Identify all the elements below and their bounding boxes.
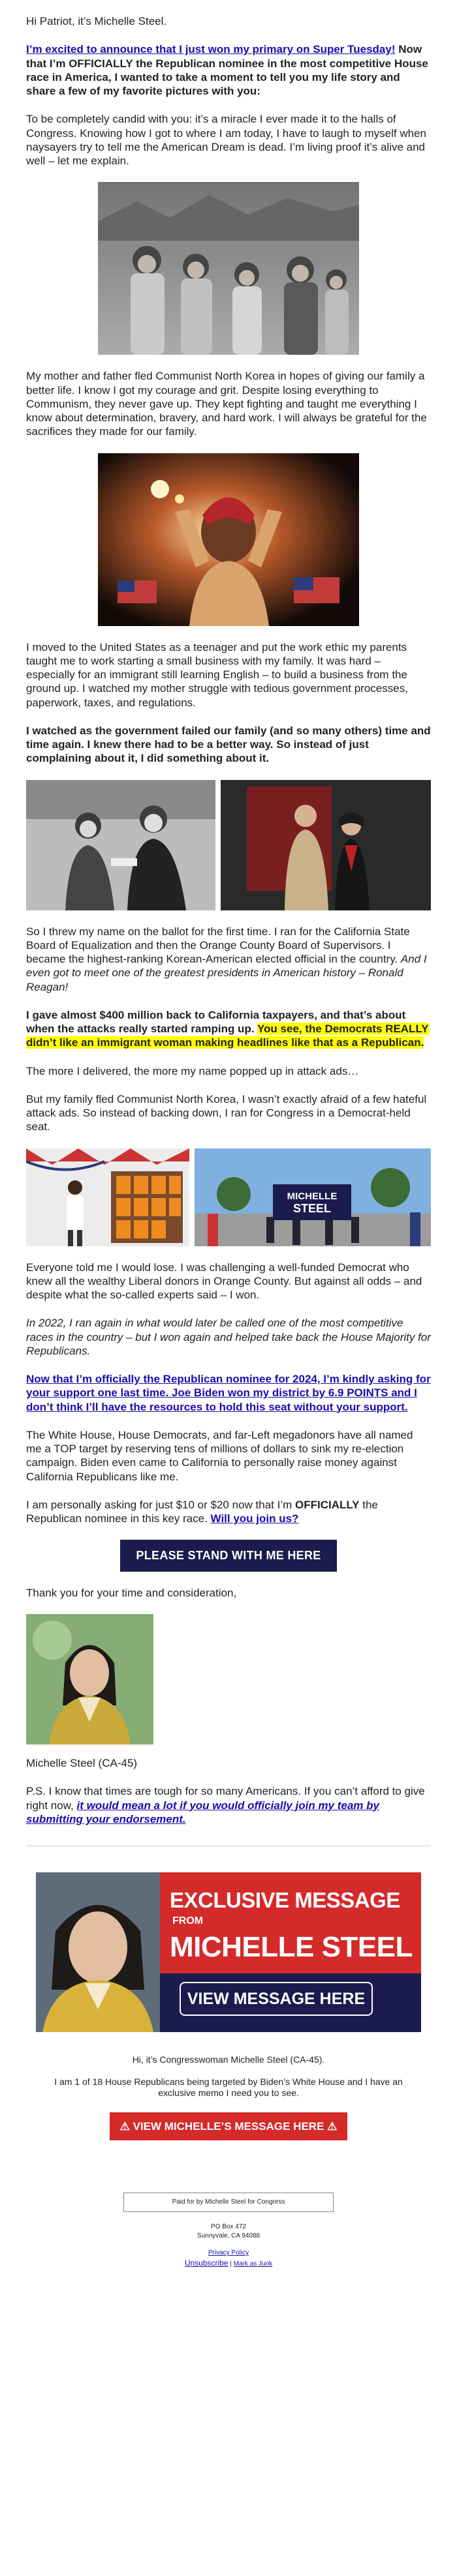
- footer-separator: |: [228, 2260, 234, 2268]
- not-afraid-paragraph: But my family fled Communist North Korea, I wasn’t exactly afraid of a few hateful attack ads. So instead of backing down, I ran for Congress in a Democrat-held seat.: [26, 1092, 427, 1133]
- 2022-text: In 2022, I ran again in what would later be called one of the most competitive races in the country – but I won again and helped take back the House Majority for Republicans.: [26, 1317, 431, 1357]
- ps-text: P.S. I know that times are tough for so many Americans. If you can’t afford to give right now,: [26, 1785, 425, 1812]
- footer-message: [26, 2054, 431, 2140]
- sign-text-1: MICHELLE: [287, 1190, 338, 1202]
- footer-intro: Hi, it’s Congresswoman Michelle Steel (CA-45).: [132, 2054, 325, 2065]
- banner-line-1: EXCLUSIVE MESSAGE: [170, 1888, 400, 1912]
- nominee-paragraph: [26, 1372, 431, 1414]
- address-line-1: PO Box 472: [211, 2223, 246, 2231]
- parade-photo: [195, 1148, 431, 1246]
- reagan-photo: [26, 780, 215, 910]
- photo-pair-1: [26, 780, 431, 910]
- michelle-headshot: [26, 1614, 153, 1745]
- childhood-family-photo: [98, 182, 359, 355]
- lead-bold-text: Now that I’m OFFICIALLY the Republican nominee in the most competitive House race in America, I wanted to take a moment to tell you my life story and share a few of my favorite pictures with you:: [26, 43, 428, 97]
- banner-button[interactable]: VIEW MESSAGE HERE: [180, 1982, 373, 2016]
- ask-text-2: the Republican nominee in this key race.: [26, 1498, 378, 1525]
- unsubscribe-link[interactable]: Unsubscribe: [184, 2258, 228, 2268]
- 2022-paragraph: [26, 1316, 431, 1358]
- footer-address: [26, 2223, 431, 2241]
- super-tuesday-link[interactable]: I’m excited to announce that I just won my primary on Super Tuesday!: [26, 43, 396, 56]
- exclusive-message-banner[interactable]: [36, 1872, 421, 2032]
- banner-headline: [170, 1887, 421, 1965]
- endorsement-link[interactable]: it would mean a lot if you would officially join my team by submitting your endorsement.: [26, 1799, 379, 1825]
- footer-body: I am 1 of 18 House Republicans being targeted by Biden’s White House and I have an exclusive memo I need you to see.: [54, 2076, 403, 2098]
- photo-pair-2: [26, 1148, 431, 1246]
- nominee-support-link[interactable]: Now that I’m officially the Republican nominee for 2024, I’m kindly asking for your support one last time. Joe Biden won my district by 6.9 POINTS and I don’t think I’ll have the resources to hold this seat without your support.: [26, 1373, 431, 1413]
- government-failed-paragraph: I watched as the government failed our family (and so many others) time and time again. I knew there had to be a better way. So instead of just complaining about it, I did something about it.: [26, 724, 431, 765]
- taxpayers-text: I gave almost $400 million back to California taxpayers, and that’s about when the attacks really started ramping up.: [26, 1008, 406, 1035]
- banner-from: FROM: [172, 1915, 204, 1927]
- cta-container: [26, 1540, 431, 1572]
- rally-photo: [98, 453, 359, 626]
- official-portrait-photo: [221, 780, 431, 910]
- parents-paragraph: My mother and father fled Communist North Korea in hopes of giving our family a better life. I know I got my courage and grit. Despite losing everything to Communism, they never gave up. They kept fighting and taught me everything I know about determination, bravery, and hard work. I will always be grateful for the sacrifices they made for our family.: [26, 370, 427, 438]
- paid-for-box: [123, 2193, 334, 2213]
- join-us-link[interactable]: Will you join us?: [210, 1512, 299, 1525]
- greeting: Hi Patriot, it’s Michelle Steel.: [26, 15, 167, 27]
- thanks-text: Thank you for your time and consideration,: [26, 1586, 237, 1599]
- everyone-told-me-paragraph: Everyone told me I would lose. I was challenging a well-funded Democrat who knew all the wealthy Liberal donors in Orange County. But against all odds – and despite what the so-called experts said – I won.: [26, 1261, 422, 1301]
- reagan-text: And I even got to meet one of the greatest presidents in American history – Ronald Reagan!: [26, 953, 427, 993]
- ballot-text: So I threw my name on the ballot for the first time. I ran for the California State Board of Equalization and then the Orange County Board of Supervisors. I became the highest-ranking Korean-American elected official in the country.: [26, 925, 410, 965]
- lead-paragraph: [26, 42, 431, 98]
- address-line-2: Sunnyvale, CA 94088: [197, 2232, 260, 2240]
- ask-officially: OFFICIALLY: [294, 1498, 360, 1511]
- privacy-link[interactable]: Privacy Policy: [208, 2249, 249, 2257]
- phone-bank-photo: [26, 1148, 189, 1246]
- mark-junk-link[interactable]: Mark as Junk: [233, 2260, 273, 2268]
- banner-line-2: MICHELLE STEEL: [170, 1931, 413, 1964]
- email-body: [26, 0, 431, 2269]
- paid-for-text: Paid for by Michelle Steel for Congress: [172, 2198, 285, 2206]
- spacer: [26, 2140, 431, 2193]
- sign-text-2: STEEL: [292, 1201, 332, 1215]
- ask-paragraph: [26, 1498, 431, 1526]
- highlighted-text: You see, the Democrats REALLY didn’t like an immigrant woman making headlines like that as a Republican.: [26, 1023, 429, 1049]
- megadonors-paragraph: The White House, House Democrats, and far-Left megadonors have all named me a TOP target by reserving tens of millions of dollars to sink my re-election campaign. Biden even came to California to personally raise money against California Republicans like me.: [26, 1428, 413, 1483]
- taxpayers-paragraph: [26, 1008, 431, 1050]
- ps-paragraph: [26, 1784, 431, 1826]
- candid-paragraph: To be completely candid with you: it’s a miracle I ever made it to the halls of Congress. Knowing how I got to where I am today, I have to laugh to myself when naysayers try to tell me the American Dream is dead. I’m living proof it’s alive and well – let me explain.: [26, 113, 426, 167]
- view-message-button[interactable]: ⚠ VIEW MICHELLE’S MESSAGE HERE ⚠: [110, 2112, 348, 2140]
- teen-paragraph: I moved to the United States as a teenager and put the work ethic my parents taught me to work starting a small business with my family. It was hard – especially for an immigrant still learning English – to build a business from the ground up. I watched my mother struggle with tedious government processes, paperwork, taxes, and regulations.: [26, 640, 408, 709]
- footer-links: [26, 2249, 431, 2269]
- attack-ads-paragraph: The more I delivered, the more my name popped up in attack ads…: [26, 1064, 359, 1077]
- signature: Michelle Steel (CA-45): [26, 1757, 138, 1769]
- ballot-paragraph: [26, 925, 431, 994]
- stand-with-me-button[interactable]: PLEASE STAND WITH ME HERE: [120, 1540, 336, 1572]
- ask-text-1: I am personally asking for just $10 or $20 now that I’m: [26, 1498, 295, 1511]
